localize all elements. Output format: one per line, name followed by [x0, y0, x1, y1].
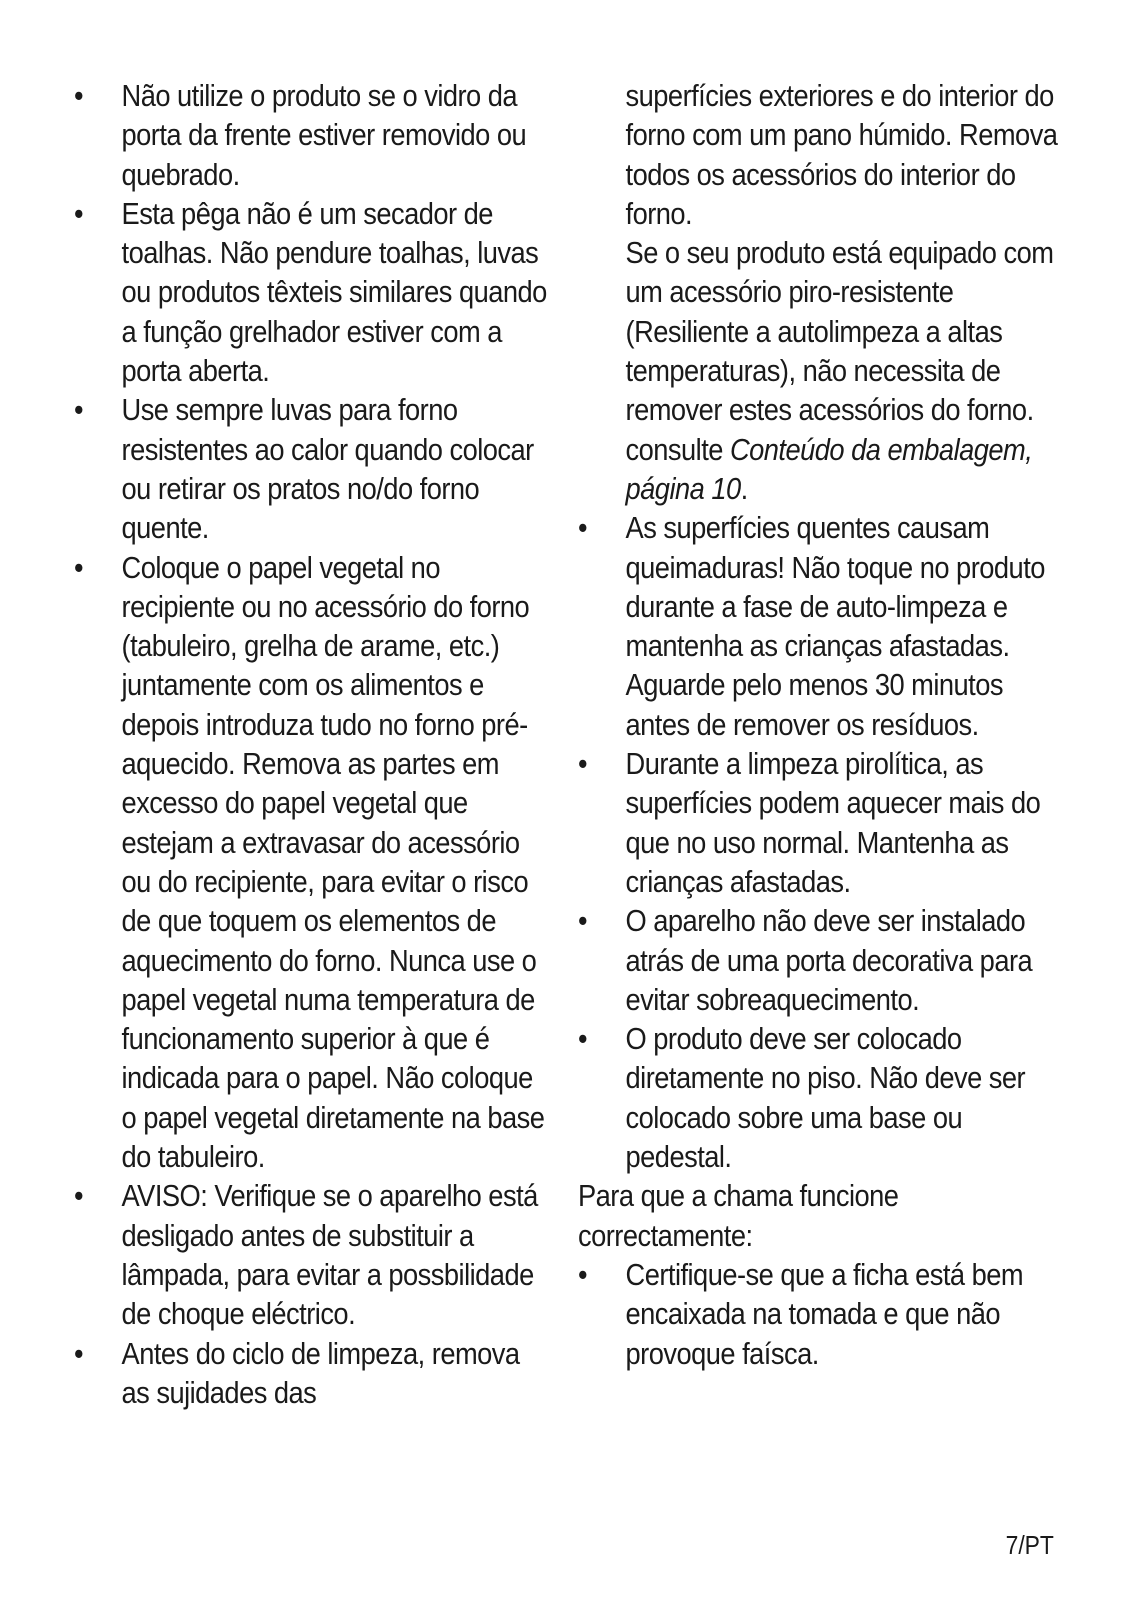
- list-item: [74, 390, 554, 547]
- bullet-icon: •: [578, 1021, 588, 1057]
- list-item: [74, 76, 554, 194]
- list-item-text: Use sempre luvas para forno resistentes ao calor quando colocar ou retirar os pratos no/do forno quente.: [121, 392, 534, 546]
- list-item: [578, 1255, 1058, 1373]
- list-item: [578, 508, 1058, 744]
- bullet-icon: •: [74, 78, 84, 113]
- bullet-icon: •: [578, 1256, 588, 1292]
- bullet-icon: •: [74, 195, 84, 231]
- list-item-text: Não utilize o produto se o vidro da porta da frente estiver removido ou quebrado.: [121, 78, 527, 192]
- left-column: [74, 76, 554, 1412]
- left-bullet-list: [74, 76, 554, 1412]
- list-item-text: As superfícies quentes causam queimaduras! Não toque no produto durante a fase de auto-limpeza e mantenha as crianças afastadas. Aguarde pelo menos 30 minutos antes de remover os resíduos.: [625, 510, 1045, 742]
- list-item: [74, 1176, 554, 1333]
- right-column: [578, 76, 1058, 1373]
- accessory-note: Se o seu produto está equipado com um acessório piro-resistente (Resiliente a autolimpeza a altas temperaturas), não necessita de remover estes acessórios do forno. consulte: [625, 235, 1054, 467]
- list-item: [578, 1019, 1058, 1176]
- page-reference-link[interactable]: Conteúdo da embalagem, página 10: [625, 431, 1033, 506]
- list-item: [74, 194, 554, 390]
- bullet-icon: •: [74, 392, 84, 428]
- list-item-text: Certifique-se que a ficha está bem encaixada na tomada e que não provoque faísca.: [625, 1256, 1024, 1371]
- bullet-icon: •: [74, 549, 84, 585]
- list-item-text: Durante a limpeza pirolítica, as superfícies podem aquecer mais do que no uso normal. Mantenha as crianças afastadas.: [625, 746, 1041, 899]
- continued-text: superfícies exteriores e do interior do forno com um pano húmido. Remova todos os acessórios do interior do forno.: [625, 78, 1058, 231]
- list-item-text: Esta pêga não é um secador de toalhas. Não pendure toalhas, luvas ou produtos têxteis similares quando a função grelhador estiver com a porta aberta.: [121, 195, 547, 389]
- accessory-note-end: .: [740, 470, 748, 506]
- flame-paragraph: Para que a chama funcione correctamente:: [578, 1178, 899, 1253]
- bullet-icon: •: [74, 1335, 84, 1371]
- list-item-text: Antes do ciclo de limpeza, remova as sujidades das: [121, 1335, 520, 1410]
- right-bullet-list-2: [578, 1255, 1058, 1373]
- list-item-text: O aparelho não deve ser instalado atrás de uma porta decorativa para evitar sobreaquecimento.: [625, 903, 1033, 1017]
- list-item-text: O produto deve ser colocado diretamente no piso. Não deve ser colocado sobre uma base ou pedestal.: [625, 1021, 1026, 1175]
- list-item: [74, 1334, 554, 1413]
- list-item: [578, 901, 1058, 1019]
- right-column-text: [578, 76, 1058, 1373]
- list-item: [578, 744, 1058, 901]
- list-item-text: Coloque o papel vegetal no recipiente ou no acessório do forno (tabuleiro, grelha de arame, etc.) juntamente com os alimentos e depois introduza tudo no forno pré-aquecido. Remova as partes em excesso do papel vegetal que estejam a extravasar do acessório ou do recipiente, para evitar o risco de que toquem os elementos de aquecimento do forno. Nunca use o papel vegetal numa temperatura de funcionamento superior à que é indicada para o papel. Não coloque o papel vegetal diretamente na base do tabuleiro.: [121, 549, 545, 1175]
- continued-text-accessories: [578, 233, 1058, 508]
- page-number: 7/PT: [1005, 1530, 1054, 1560]
- bullet-icon: •: [578, 510, 588, 546]
- bullet-icon: •: [74, 1178, 84, 1214]
- list-item: [74, 548, 554, 1177]
- left-column-text: [74, 76, 554, 1412]
- bullet-icon: •: [578, 746, 588, 782]
- right-bullet-list: [578, 508, 1058, 1176]
- list-item-text: AVISO: Verifique se o aparelho está desligado antes de substituir a lâmpada, para evitar a possbilidade de choque eléctrico.: [121, 1178, 538, 1332]
- bullet-icon: •: [578, 903, 588, 939]
